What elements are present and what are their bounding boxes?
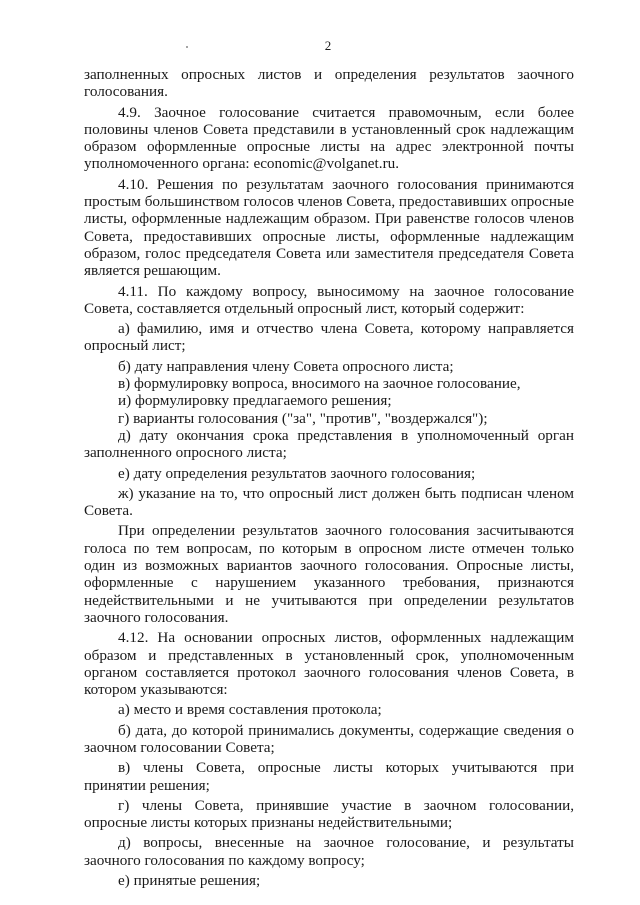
protocol-item-v: в) члены Совета, опросные листы которых учитываются при принятии решения; — [84, 759, 574, 794]
list-item-g: г) варианты голосования ("за", "против", "воздержался"); — [118, 409, 488, 427]
protocol-item-d: д) вопросы, внесенные на заочное голосование, и результаты заочного голосования по каждому вопросу; — [84, 834, 574, 869]
paragraph-4-11: 4.11. По каждому вопросу, выносимому на заочное голосование Совета, составляется отдельный опросный лист, который содержит: — [84, 282, 574, 317]
protocol-item-a: а) место и время составления протокола; — [118, 701, 382, 719]
list-item-i: и) формулировку предлагаемого решения; — [118, 392, 392, 410]
list-item-zh: ж) указание на то, что опросный лист должен быть подписан членом Совета. — [84, 484, 574, 520]
protocol-item-g: г) члены Совета, принявшие участие в заочном голосовании, опросные листы которых признаны недействительными; — [84, 796, 574, 832]
page-number: 2 — [324, 38, 332, 53]
paragraph-continuation: заполненных опросных листов и определения результатов заочного голосования. — [84, 66, 574, 101]
list-item-v: в) формулировку вопроса, вносимого на заочное голосование, — [118, 375, 521, 393]
list-item-e: е) дату определения результатов заочного голосования; — [118, 464, 476, 482]
document-body — [84, 66, 574, 889]
list-item-d: д) дату окончания срока представления в уполномоченный орган заполненного опросного листа; — [84, 426, 574, 462]
paragraph-4-9: 4.9. Заочное голосование считается правомочным, если более половины членов Совета представили в установленный срок надлежащим образом оформленные опросные листы на адрес электронной почты уполномоченного органа: economic@volganet.ru. — [84, 103, 574, 173]
paragraph-4-10: 4.10. Решения по результатам заочного голосования принимаются простым большинством голосов членов Совета, предоставивших опросные листы, оформленные надлежащим образом. При равенстве голосов членов Совета, предоставивших опросные листы, оформленные надлежащим образом, голос председателя Совета или заместителя председателя Совета является решающим. — [84, 175, 574, 280]
protocol-item-e: е) принятые решения; — [118, 872, 261, 890]
list-item-a: а) фамилию, имя и отчество члена Совета, которому направляется опросный лист; — [84, 320, 574, 355]
paragraph-4-12: 4.12. На основании опросных листов, оформленных надлежащим образом и представленных в установленный срок, уполномоченным органом составляется протокол заочного голосования членов Совета, в котором указываются: — [84, 629, 574, 699]
protocol-item-b: б) дата, до которой принимались документы, содержащие сведения о заочном голосовании Совета; — [84, 721, 574, 756]
paragraph-results-counting: При определении результатов заочного голосования засчитываются голоса по тем вопросам, по которым в опросном листе отмечен только один из возможных вариантов заочного голосования. Опросные листы, оформленные с нарушением указанного требования, признаются недействительными и не учитываются при определении результатов заочного голосования. — [84, 522, 574, 626]
list-item-b: б) дату направления члену Совета опросного листа; — [118, 357, 454, 375]
